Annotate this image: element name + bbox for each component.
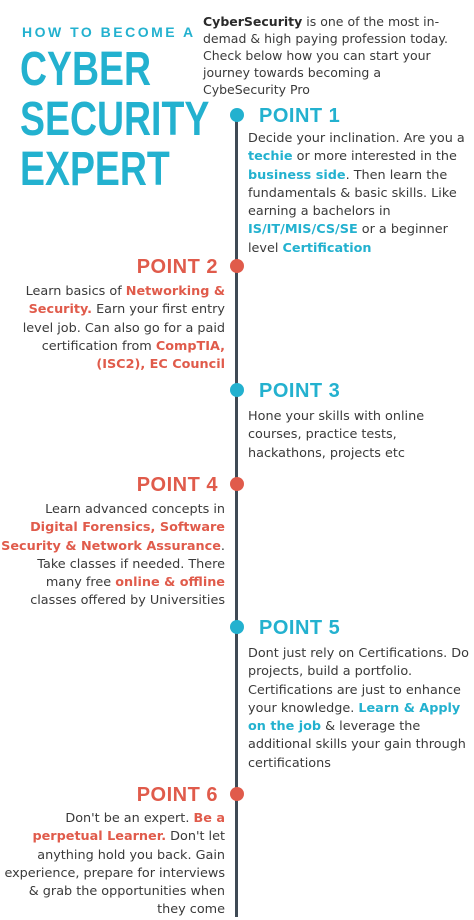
point-5-marker xyxy=(230,620,244,634)
point-5-description xyxy=(248,645,472,773)
point-6-description xyxy=(0,810,225,920)
point-5-text: & leverage the additional skills your gain through certifications xyxy=(248,719,466,771)
point-2-highlight: CompTIA, (ISC2), EC Council xyxy=(96,338,225,373)
point-4-title: POINT 4 xyxy=(136,474,218,496)
header-title-line-3: EXPERT xyxy=(20,143,170,196)
point-4-text: Learn advanced concepts in xyxy=(45,502,225,517)
point-4-highlight: online & offline xyxy=(115,575,225,591)
point-1-text: Decide your inclination. Are you a xyxy=(248,131,465,146)
point-6-highlight: Be a perpetual Learner. xyxy=(32,811,225,845)
point-3-title: POINT 3 xyxy=(259,380,341,402)
point-3-description xyxy=(248,408,472,463)
point-6-text: Don't let anything hold you back. Gain experience, prepare for interviews & grab the opportunities when they come xyxy=(4,829,225,918)
point-4-description xyxy=(0,501,225,611)
point-3-marker xyxy=(230,383,244,397)
point-6-title: POINT 6 xyxy=(136,784,218,806)
point-1-description xyxy=(248,130,472,258)
header-kicker: HOW TO BECOME A xyxy=(22,24,196,40)
header-title-line-1: CYBER xyxy=(20,43,152,96)
point-1-highlight: IS/IT/MIS/CS/SE xyxy=(248,222,358,238)
point-1-text: . Then learn the fundamentals & basic skills. Like earning a bachelors in xyxy=(248,167,457,220)
point-4-text: . Take classes if needed. There many free xyxy=(37,538,225,591)
point-2-description xyxy=(0,283,225,374)
intro-body: is one of the most in-demad & high paying profession today. Check below how you can start your journey towards becoming a CybeSecurity Pro xyxy=(203,14,448,97)
point-6-marker xyxy=(230,787,244,801)
point-2-text: Earn your first entry level job. Can also go for a paid certification from xyxy=(22,302,225,354)
point-3-text: Hone your skills with online courses, practice tests, hackathons, projects etc xyxy=(248,409,425,461)
point-5-title: POINT 5 xyxy=(259,617,341,639)
point-4-text: classes offered by Universities xyxy=(30,593,225,609)
point-1-highlight: techie xyxy=(248,149,293,165)
point-1-title: POINT 1 xyxy=(259,105,341,127)
point-2-highlight: Networking & Security. xyxy=(28,284,225,318)
intro-text xyxy=(203,13,468,98)
point-1-highlight: business side xyxy=(248,167,346,183)
point-1-highlight: Certification xyxy=(282,240,372,256)
point-4-highlight: Digital Forensics, Software Security & Network Assurance xyxy=(1,520,225,554)
point-1-text: or a beginner level xyxy=(248,222,448,256)
point-2-text: Learn basics of xyxy=(25,284,126,299)
point-5-highlight: Learn & Apply on the job xyxy=(248,700,461,735)
point-1-text: or more interested in the xyxy=(292,149,457,165)
point-2-marker xyxy=(230,259,244,273)
intro-lead: CyberSecurity xyxy=(203,14,303,29)
point-6-text: Don't be an expert. xyxy=(65,811,194,826)
point-2-title: POINT 2 xyxy=(136,256,218,278)
header-title-line-2: SECURITY xyxy=(20,93,210,146)
point-1-marker xyxy=(230,108,244,122)
point-5-text: Dont just rely on Certifications. Do projects, build a portfolio. Certifications are just to enhance your knowledge. xyxy=(248,646,469,716)
point-4-marker xyxy=(230,477,244,491)
